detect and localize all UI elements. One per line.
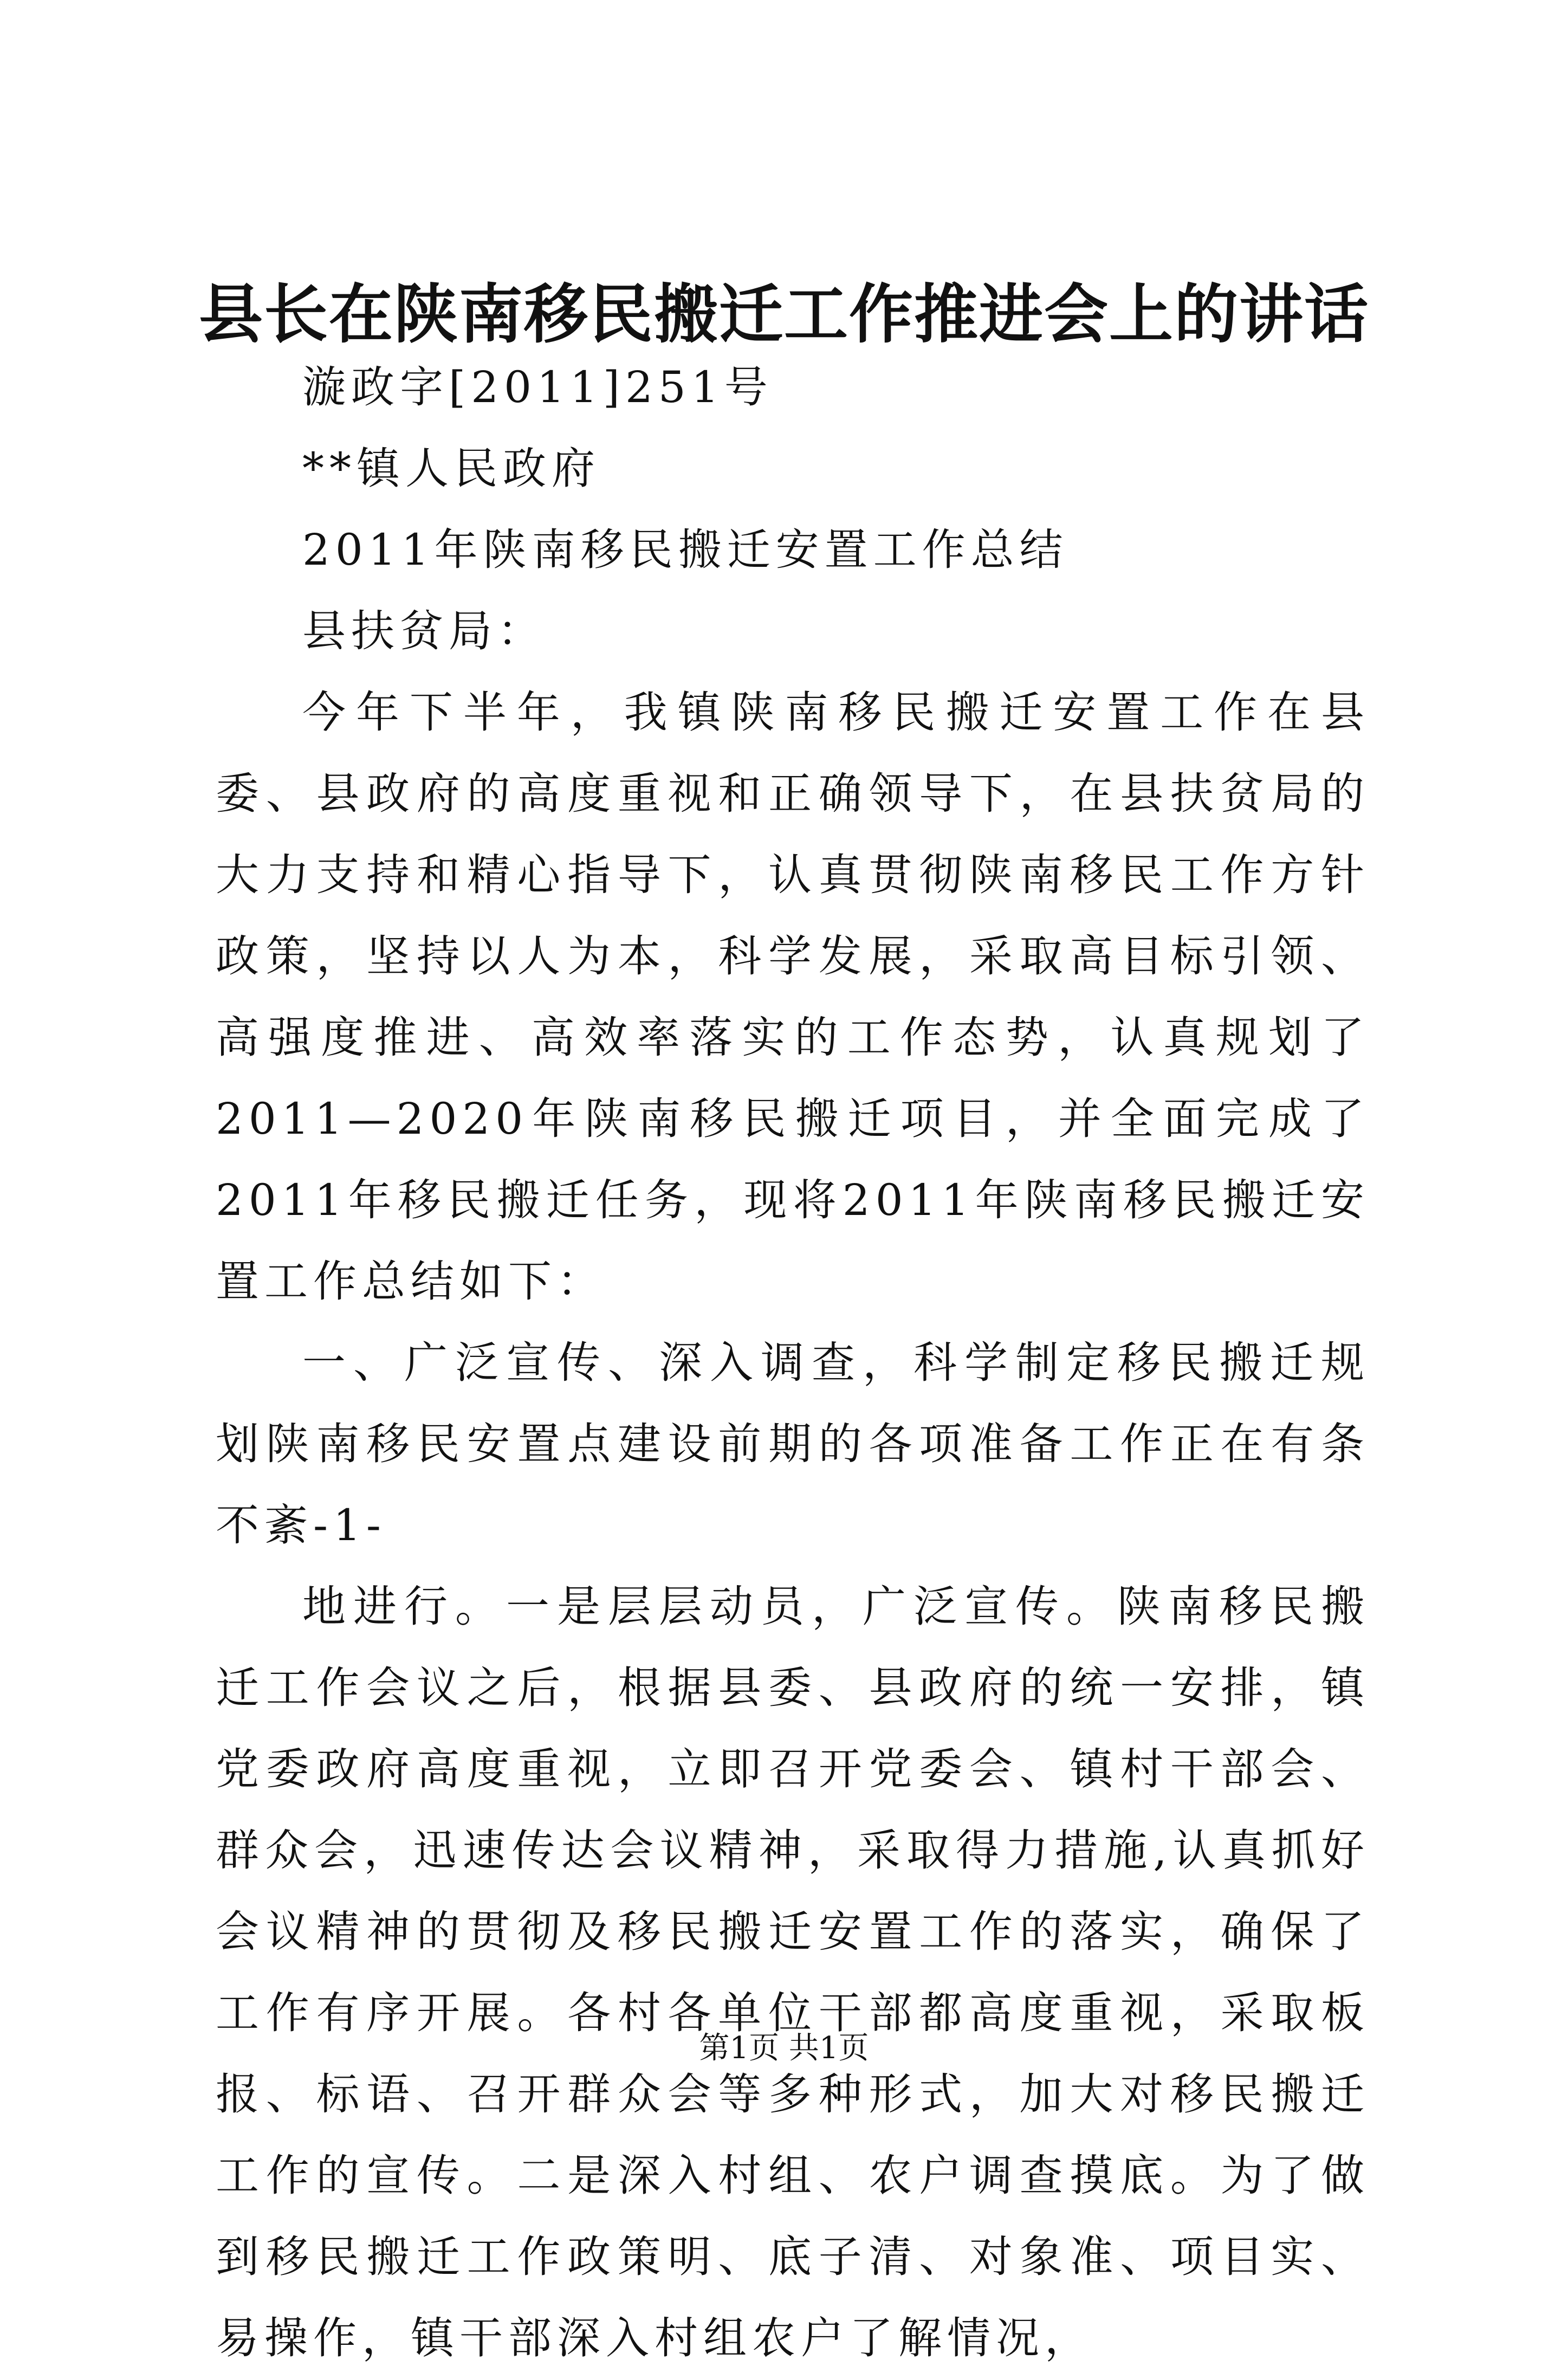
paragraph-propaganda: 地进行。一是层层动员，广泛宣传。陕南移民搬迁工作会议之后，根据县委、县政府的统一安排，镇党委政府高度重视，立即召开党委会、镇村干部会、群众会，迅速传达会议精神，采取得力措施,认真抓好会议精神的贯彻及移民搬迁安置工作的落实，确保了工作有序开展。各村各单位干部都高度重视，采取板报、标语、召开群众会等多种形式，加大对移民搬迁工作的宣传。二是深入村组、农户调查摸底。为了做到移民搬迁工作政策明、底子清、对象准、项目实、易操作，镇干部深入村组农户了解情况， xyxy=(216,1581,1370,2363)
doc-number-line: 漩政字[2011]251号 xyxy=(302,362,773,412)
paragraph-section-one: 一、广泛宣传、深入调查，科学制定移民搬迁规划陕南移民安置点建设前期的各项准备工作正在有条不紊-1- xyxy=(216,1337,1370,1550)
subject-line: 2011年陕南移民搬迁安置工作总结 xyxy=(302,525,1068,575)
document-body xyxy=(216,347,1370,2379)
paragraph-intro: 今年下半年，我镇陕南移民搬迁安置工作在县委、县政府的高度重视和正确领导下，在县扶贫局的大力支持和精心指导下，认真贯彻陕南移民工作方针政策，坚持以人为本，科学发展，采取高目标引领、高强度推进、高效率落实的工作态势，认真规划了2011—2020年陕南移民搬迁项目，并全面完成了2011年移民搬迁任务，现将2011年陕南移民搬迁安置工作总结如下： xyxy=(216,687,1370,1307)
document-title: 县长在陕南移民搬迁工作推进会上的讲话 xyxy=(198,276,1369,352)
issuer-line: **镇人民政府 xyxy=(302,443,600,494)
page-footer: 第1页 共1页 xyxy=(699,2031,869,2066)
recipient-line: 县扶贫局： xyxy=(302,606,546,656)
